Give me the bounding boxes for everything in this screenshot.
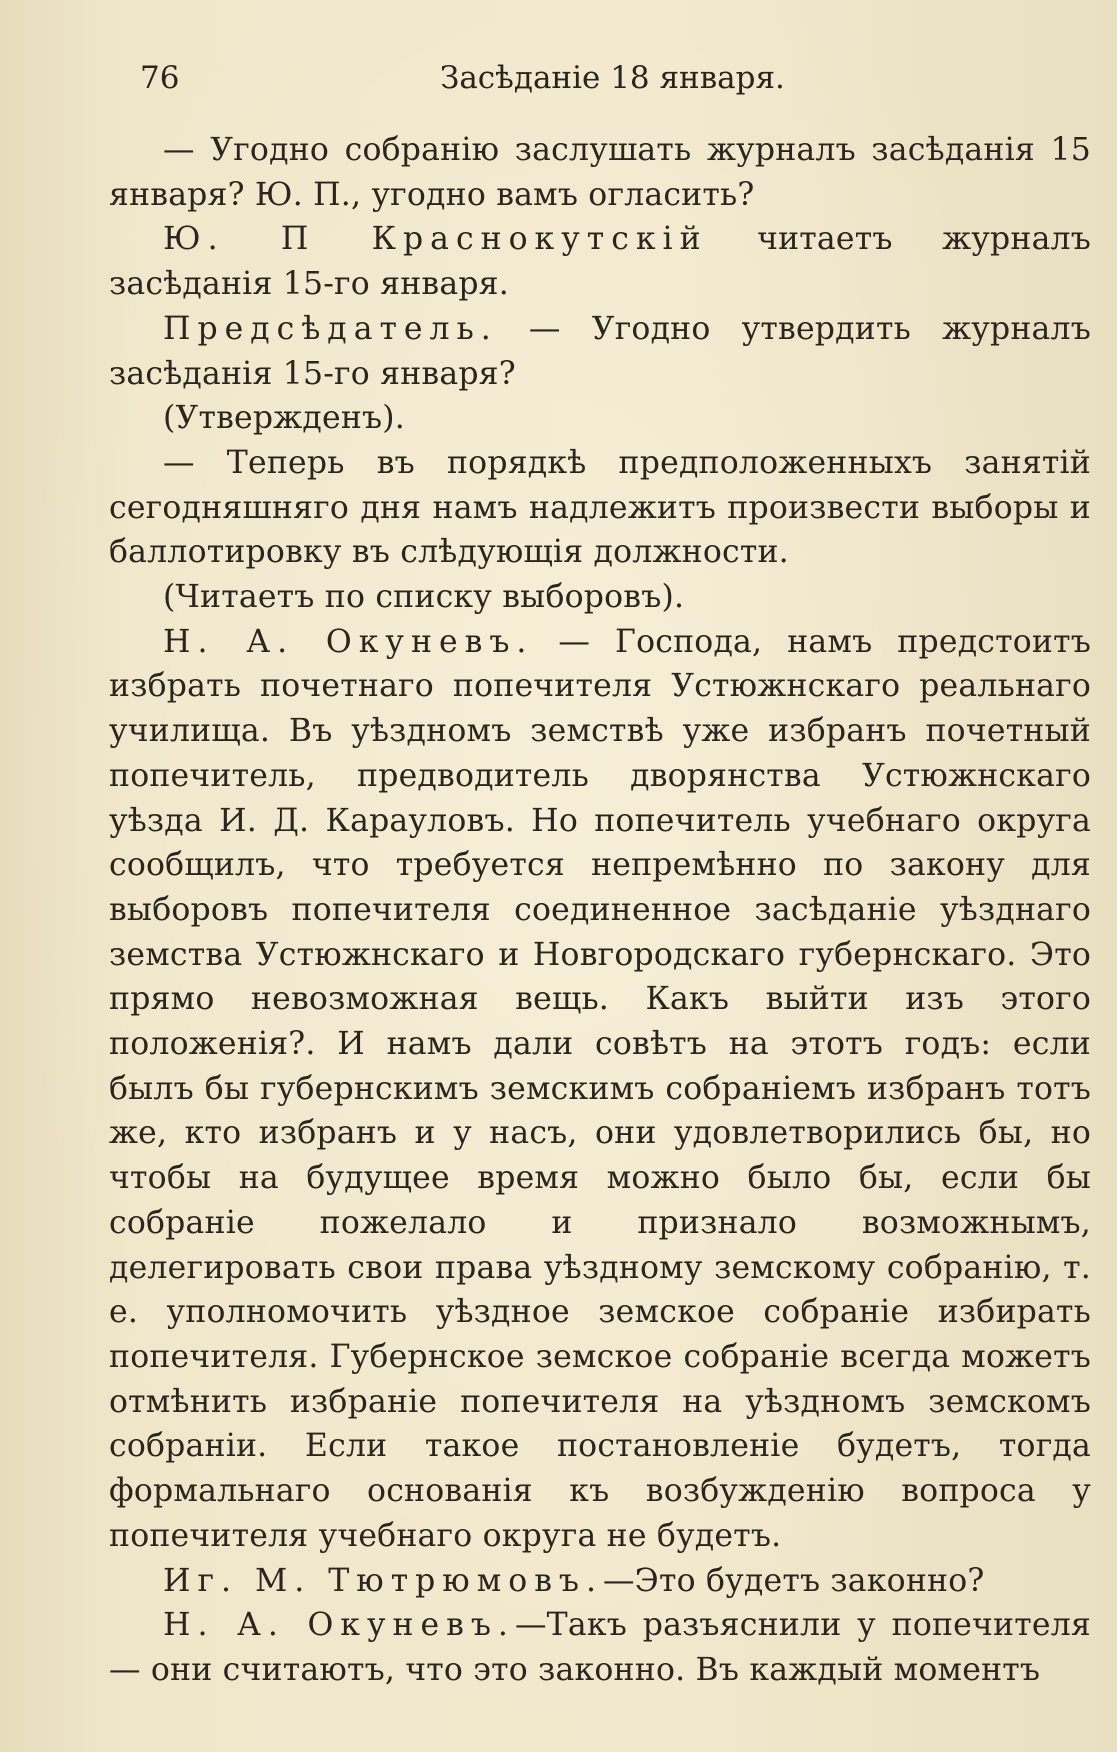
paragraph-text: — Господа, намъ предстоитъ избрать почетнаго попечителя Устюжнскаго реальнаго училища. Въ уѣздномъ земствѣ уже избранъ почетный попечитель, предводитель дворянства Устюжнскаго уѣзда И. Д. Карауловъ. Но попечитель учебнаго округа сообщилъ, что требуется непремѣнно по закону для выборовъ попечителя соединенное засѣданіе уѣзднаго земства Устюжнскаго и Новгородскаго губернскаго. Это прямо невозможная вещь. Какъ выйти изъ этого положенія?. И намъ дали совѣтъ на этотъ годъ: если былъ бы губернскимъ земскимъ собраніемъ избранъ тотъ же, кто избранъ и у насъ, они удовлетворились бы, но чтобы на будущее время можно было бы, если бы собраніе пожелало и признало возможнымъ, делегировать свои права уѣздному земскому собранію, т. е. уполномочить уѣздное земское собраніе избирать попечителя. Губернское земское собраніе всегда можетъ отмѣнить избраніе попечителя на уѣздномъ земскомъ собраніи. Если такое постановленіе будетъ, тогда формальнаго основанія къ возбужденію вопроса у попечителя учебнаго округа не будетъ. — [109, 623, 1091, 1554]
paragraph — [109, 1559, 1091, 1604]
paragraph — [109, 396, 1091, 441]
body-text — [109, 128, 1091, 1693]
page-header — [140, 56, 1020, 106]
paragraph-text: —Это будетъ законно? — [602, 1562, 985, 1599]
paragraph-text: (Утвержденъ). — [163, 400, 405, 437]
paragraph — [109, 620, 1091, 1559]
paragraph — [109, 307, 1091, 396]
page-number: 76 — [140, 60, 180, 96]
paragraph — [109, 1603, 1091, 1692]
paragraph — [109, 217, 1091, 306]
paragraph — [109, 441, 1091, 575]
speaker-name: Н. А. Окуневъ. — [163, 623, 534, 660]
paragraph-text: —Такъ разъяснили у попечителя— они считаютъ, что это законно. Въ каждый моментъ — [109, 1607, 1091, 1688]
speaker-name: Ю. П Краснокутскій — [163, 221, 708, 258]
paragraph-text: — Угодно собранію заслушать журналъ засѣданія 15 января? Ю. П., угодно вамъ огласить? — [109, 132, 1091, 213]
paragraph-text: (Читаетъ по списку выборовъ). — [163, 579, 685, 616]
paragraph — [109, 128, 1091, 217]
paragraph-text: — Теперь въ порядкѣ предположенныхъ занятій сегодняшняго дня намъ надлежитъ произвести выборы и баллотировку въ слѣдующія должности. — [109, 444, 1091, 571]
running-head: Засѣданіе 18 января. — [440, 60, 785, 96]
speaker-name: Иг. М. Тютрюмовъ. — [163, 1562, 603, 1599]
paragraph — [109, 575, 1091, 620]
speaker-name: Н. А. Окуневъ. — [163, 1607, 515, 1644]
paragraph-text: читаетъ журналъ засѣданія 15-го января. — [109, 221, 1091, 303]
paragraph-text: — Угодно утвердить журналъ засѣданія 15-го января? — [109, 310, 1091, 392]
speaker-name: Предсѣдатель. — [163, 310, 498, 347]
